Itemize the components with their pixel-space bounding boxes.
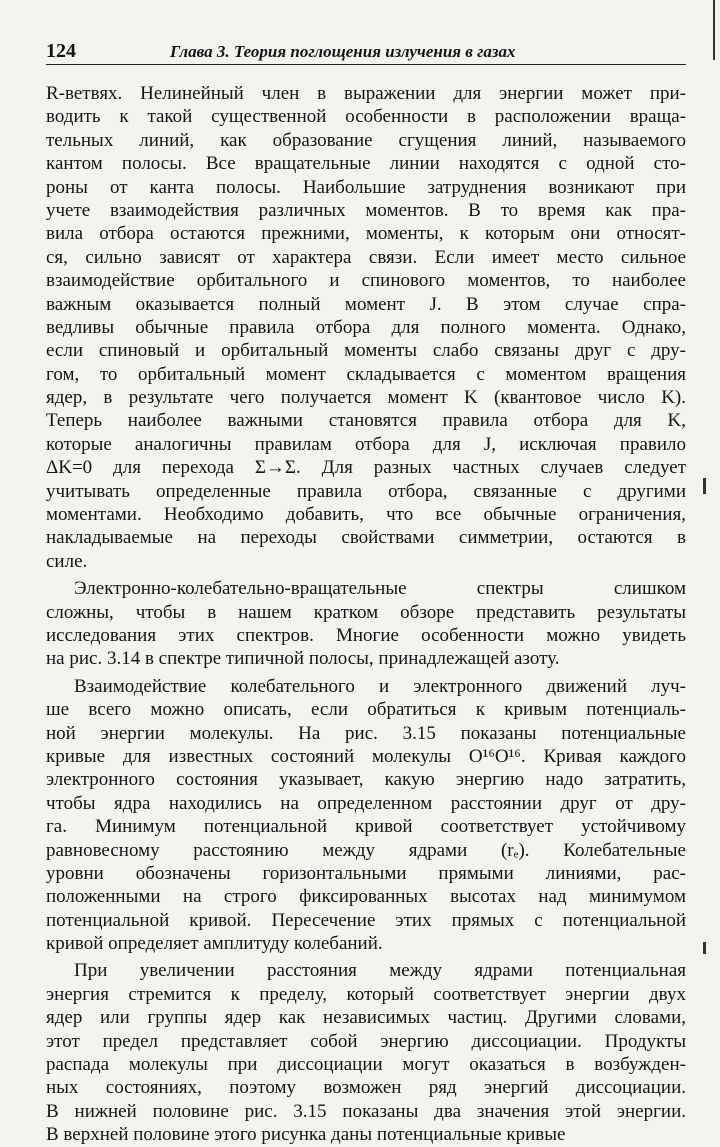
body-text <box>46 82 686 1147</box>
text-line: учитывать определенные правила отбора, связанные с другими <box>46 480 686 502</box>
text-line: этот предел представляет собой энергию диссоциации. Продукты <box>46 1030 686 1052</box>
scan-edge-mark <box>703 478 706 494</box>
text-line: Электронно-колебательно-вращательные спектры слишком <box>74 578 686 600</box>
text-line: гом, то орбитальный момент складывается с моментом вращения <box>46 363 686 385</box>
text-line: взаимодействие орбитального и спинового моментов, то наиболее <box>46 270 686 292</box>
scan-edge-mark <box>713 0 715 60</box>
text-line: ядер, в результате чего получается момент K (квантовое число K). <box>46 387 686 409</box>
text-line: ся, сильно зависят от характера связи. Если имеет место сильное <box>46 246 686 268</box>
text-line: потенциальной кривой. Пересечение этих прямых с потенциальной <box>46 909 686 931</box>
text-line: уровни обозначены горизонтальными прямыми линиями, рас- <box>46 862 686 884</box>
text-line: Взаимодействие колебательного и электронного движений луч- <box>74 675 686 697</box>
paragraph <box>46 675 686 956</box>
paragraph <box>46 959 686 1146</box>
text-line: кантом полосы. Все вращательные линии находятся с одной сто- <box>46 153 686 175</box>
paragraph-list <box>46 82 686 1147</box>
page-header <box>46 40 686 65</box>
paragraph <box>46 82 686 573</box>
text-line: га. Минимум потенциальной кривой соответствует устойчивому <box>46 816 686 838</box>
text-line: R-ветвях. Нелинейный член в выражении для энергии может при- <box>46 83 686 104</box>
scan-edge-mark <box>703 942 706 954</box>
text-line: При увеличении расстояния между ядрами потенциальная <box>74 960 686 982</box>
text-line: В нижней половине рис. 3.15 показаны два значения этой энергии. <box>46 1100 686 1122</box>
text-line: ше всего можно описать, если обратиться к кривым потенциаль- <box>46 699 686 721</box>
paragraph <box>46 577 686 671</box>
text-line: на рис. 3.14 в спектре типичной полосы, принадлежащей азоту. <box>46 648 560 670</box>
text-line: ных состояниях, поэтому возможен ряд энергий диссоциации. <box>46 1077 686 1099</box>
text-line: Теперь наиболее важными становятся правила отбора для K, <box>46 410 686 432</box>
text-line: кривые для известных состояний молекулы O¹⁶O¹⁶. Кривая каждого <box>46 745 686 767</box>
text-line: распада молекулы при диссоциации могут оказаться в возбужден- <box>46 1054 686 1076</box>
text-line: В верхней половине этого рисунка даны потенциальные кривые <box>46 1124 566 1146</box>
text-line: важным оказывается полный момент J. В этом случае спра- <box>46 293 686 315</box>
text-line: роны от канта полосы. Наибольшие затруднения возникают при <box>46 176 686 198</box>
text-line: положенными на строго фиксированных высотах над минимумом <box>46 886 686 908</box>
text-line: ядер или группы ядер как независимых частиц. Другими словами, <box>46 1007 686 1029</box>
text-line: ной энергии молекулы. На рис. 3.15 показаны потенциальные <box>46 722 686 744</box>
text-line: равновесному расстоянию между ядрами (rₑ). Колебательные <box>46 839 686 861</box>
text-line: силе. <box>46 550 88 572</box>
text-line: учете взаимодействия различных моментов. В то время как пра- <box>46 199 686 221</box>
text-line: накладываемые на переходы свойствами симметрии, остаются в <box>46 527 686 549</box>
text-line: кривой определяет амплитуду колебаний. <box>46 933 383 955</box>
text-line: которые аналогичны правилам отбора для J, исключая правило <box>46 433 686 455</box>
text-line: водить к такой существенной особенности в расположении враща- <box>46 106 686 128</box>
text-line: моментами. Необходимо добавить, что все обычные ограничения, <box>46 504 686 526</box>
text-line: тельных линий, как образование сгущения линий, называемого <box>46 129 686 151</box>
text-line: исследования этих спектров. Многие особенности можно увидеть <box>46 624 686 646</box>
text-line: вила отбора остаются прежними, моменты, к которым они относят- <box>46 223 686 245</box>
text-line: электронного состояния указывает, какую энергию надо затратить, <box>46 769 686 791</box>
text-line: чтобы ядра находились на определенном расстоянии друг от дру- <box>46 792 686 814</box>
page-number: 124 <box>46 40 76 62</box>
text-line: ΔK=0 для перехода Σ→Σ. Для разных частных случаев следует <box>46 457 686 479</box>
text-line: ведливы обычные правила отбора для полного момента. Однако, <box>46 316 686 338</box>
text-line: если спиновый и орбитальный моменты слабо связаны друг с дру- <box>46 340 686 362</box>
running-head: Глава 3. Теория поглощения излучения в газах <box>170 42 516 61</box>
text-line: сложны, чтобы в нашем кратком обзоре представить результаты <box>46 601 686 623</box>
text-line: энергия стремится к пределу, который соответствует энергии двух <box>46 983 686 1005</box>
